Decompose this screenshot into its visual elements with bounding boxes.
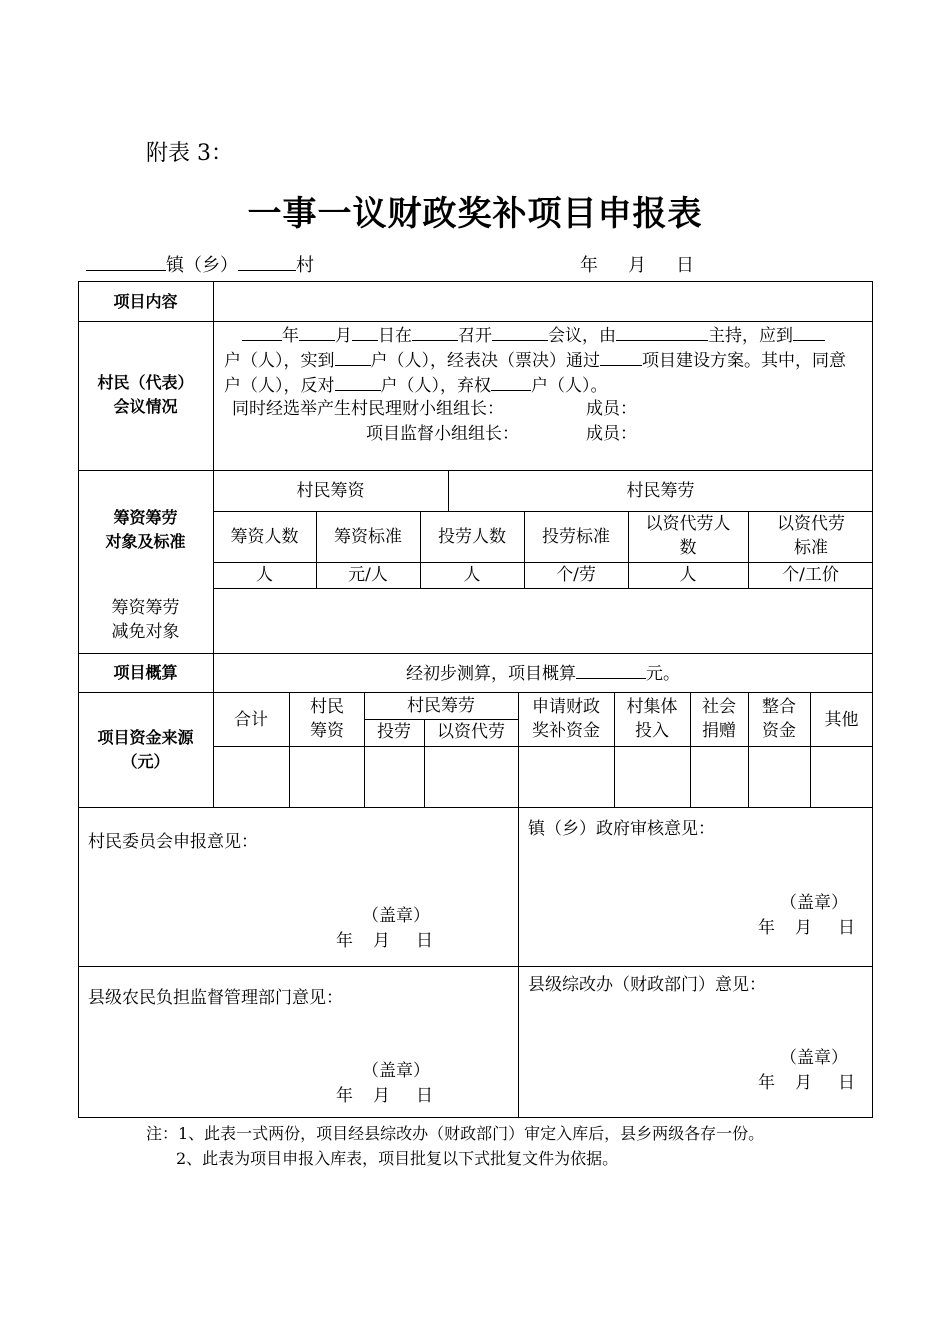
- exemption-field[interactable]: [214, 589, 872, 652]
- source-integrated-header: 整合资金: [762, 697, 796, 741]
- funding-standard-unit: 元/人: [348, 565, 388, 585]
- budget-text: [213, 660, 873, 686]
- meeting-abstain-blank[interactable]: [491, 372, 531, 391]
- town-government-opinion-label: 镇（乡）政府审核意见：: [528, 819, 715, 839]
- source-label: [78, 726, 213, 774]
- county-reform-seal: （盖章）: [780, 1048, 848, 1068]
- labor-standard-header: 投劳标准: [542, 527, 610, 547]
- funding-count-unit: 人: [256, 565, 273, 585]
- header-location: [86, 251, 314, 277]
- meeting-type: 会议，由: [548, 326, 616, 346]
- exemption-label-line1: 筹资筹劳: [111, 598, 180, 618]
- county-burden-opinion-label: 县级农民负担监督管理部门意见：: [88, 988, 343, 1008]
- meeting-actual-blank[interactable]: [335, 347, 371, 366]
- meeting-type-blank[interactable]: [492, 322, 548, 341]
- source-donation-header: 社会捐赠: [702, 697, 736, 741]
- county-reform-date: [758, 1068, 855, 1093]
- town-government-year: 年: [758, 918, 775, 938]
- note-1: 注：1、此表一式两份，项目经县综改办（财政部门）审定入库后，县乡两级各存一份。: [146, 1124, 765, 1143]
- source-label-line1: 项目资金来源: [97, 728, 194, 747]
- meeting-project-blank[interactable]: [600, 347, 642, 366]
- page-title: 一事一议财政奖补项目申报表: [247, 194, 703, 234]
- meeting-line-3: [224, 372, 608, 399]
- meeting-expected-blank[interactable]: [793, 322, 825, 341]
- meeting-day-blank[interactable]: [352, 322, 378, 341]
- funding-label: [78, 506, 213, 554]
- source-collective-header: 村集体投入: [626, 697, 678, 741]
- funding-label-line1: 筹资筹劳: [113, 508, 178, 527]
- meeting-against-label: 户（人），反对: [224, 376, 335, 396]
- labor-standard-unit: 个/劳: [556, 565, 596, 585]
- header-year: 年: [580, 255, 598, 276]
- meeting-place-blank[interactable]: [412, 322, 458, 341]
- town-government-seal: （盖章）: [780, 893, 848, 913]
- meeting-line-1: [224, 322, 825, 349]
- source-other-header: 其他: [824, 710, 859, 730]
- meeting-day: 日在: [378, 326, 412, 346]
- project-content-field[interactable]: [214, 282, 872, 320]
- town-government-month: 月: [795, 918, 812, 938]
- meeting-end-label: 户（人）。: [531, 376, 608, 396]
- source-cash-for-labor-header: 以资代劳: [437, 722, 505, 742]
- budget-label: 项目概算: [113, 663, 178, 682]
- county-burden-month: 月: [373, 1086, 390, 1106]
- villager-funding-header: 村民筹资: [296, 481, 365, 501]
- source-label-line2: （元）: [121, 752, 170, 771]
- meeting-label-line1: 村民（代表）: [97, 373, 194, 392]
- village-committee-seal: （盖章）: [362, 906, 430, 926]
- meeting-actual-label: 户（人），实到: [224, 351, 335, 371]
- county-reform-year: 年: [758, 1073, 775, 1093]
- attachment-label: 附表 3：: [146, 141, 233, 166]
- budget-text-prefix: 经初步测算，项目概算: [406, 664, 576, 684]
- village-blank[interactable]: [238, 252, 296, 271]
- labor-count-header: 投劳人数: [438, 527, 506, 547]
- county-burden-day: 日: [416, 1086, 433, 1106]
- county-burden-seal: （盖章）: [362, 1061, 430, 1081]
- source-villager-funding-header: 村民筹资: [310, 697, 344, 741]
- cash-for-labor-standard-header: 以资代劳标准: [777, 514, 845, 558]
- meeting-against-blank[interactable]: [335, 372, 381, 391]
- header-date: [580, 251, 694, 277]
- finance-group-member-label: 成员：: [586, 399, 637, 419]
- meeting-line-2: [224, 347, 846, 374]
- meeting-host: 主持，应到: [708, 326, 793, 346]
- town-government-day: 日: [838, 918, 855, 938]
- source-villager-labor-header: 村民筹劳: [407, 696, 475, 716]
- supervision-group-member-label: 成员：: [586, 424, 637, 444]
- meeting-held: 召开: [458, 326, 492, 346]
- source-fiscal-subsidy-header: 申请财政奖补资金: [532, 697, 600, 741]
- meeting-year-blank[interactable]: [242, 322, 282, 341]
- exemption-label: [78, 596, 213, 644]
- meeting-year: 年: [282, 326, 299, 346]
- funding-standard-header: 筹资标准: [334, 527, 402, 547]
- budget-amount-blank[interactable]: [576, 660, 646, 679]
- meeting-month-blank[interactable]: [299, 322, 335, 341]
- source-labor-header: 投劳: [377, 722, 411, 742]
- village-committee-date: [336, 926, 433, 951]
- town-suffix: 镇（乡）: [166, 255, 238, 276]
- exemption-label-line2: 减免对象: [111, 622, 180, 642]
- meeting-line-5: [366, 422, 519, 447]
- county-reform-month: 月: [795, 1073, 812, 1093]
- meeting-line-5-member: [586, 422, 637, 447]
- town-government-date: [758, 913, 855, 938]
- meeting-line-4: [232, 397, 504, 422]
- village-committee-year: 年: [336, 931, 353, 951]
- labor-count-unit: 人: [463, 565, 481, 585]
- project-content-label: 项目内容: [113, 292, 178, 311]
- meeting-vote-label: 户（人），经表决（票决）通过: [370, 351, 600, 371]
- header-month: 月: [628, 255, 646, 276]
- header-day: 日: [676, 255, 694, 276]
- cash-for-labor-count-header: 以资代劳人数: [645, 514, 731, 558]
- budget-text-suffix: 元。: [646, 664, 680, 684]
- meeting-line-4-member: [586, 397, 637, 422]
- cash-for-labor-count-unit: 人: [679, 565, 697, 585]
- village-committee-month: 月: [373, 931, 390, 951]
- county-reform-day: 日: [838, 1073, 855, 1093]
- supervision-group-leader-label: 项目监督小组组长：: [366, 424, 519, 444]
- source-total-header: 合计: [234, 710, 268, 730]
- county-reform-opinion-label: 县级综改办（财政部门）意见：: [528, 975, 766, 995]
- town-blank[interactable]: [86, 252, 166, 271]
- funding-label-line2: 对象及标准: [105, 532, 186, 551]
- meeting-host-blank[interactable]: [616, 322, 708, 341]
- villager-labor-header: 村民筹劳: [626, 481, 695, 501]
- meeting-label: [78, 371, 213, 419]
- meeting-abstain-label: 户（人），弃权: [380, 376, 491, 396]
- cash-for-labor-standard-unit: 个/工价: [782, 565, 839, 585]
- village-committee-day: 日: [416, 931, 433, 951]
- county-burden-date: [336, 1081, 433, 1106]
- meeting-plan-label: 项目建设方案。其中，同意: [642, 351, 846, 371]
- meeting-label-line2: 会议情况: [113, 397, 178, 416]
- meeting-month: 月: [335, 326, 352, 346]
- village-suffix: 村: [296, 255, 314, 276]
- note-2: 2、此表为项目申报入库表，项目批复以下式批复文件为依据。: [176, 1149, 619, 1168]
- county-burden-year: 年: [336, 1086, 353, 1106]
- village-committee-opinion-label: 村民委员会申报意见：: [88, 832, 258, 852]
- funding-count-header: 筹资人数: [230, 527, 299, 547]
- finance-group-leader-label: 同时经选举产生村民理财小组组长：: [232, 399, 504, 419]
